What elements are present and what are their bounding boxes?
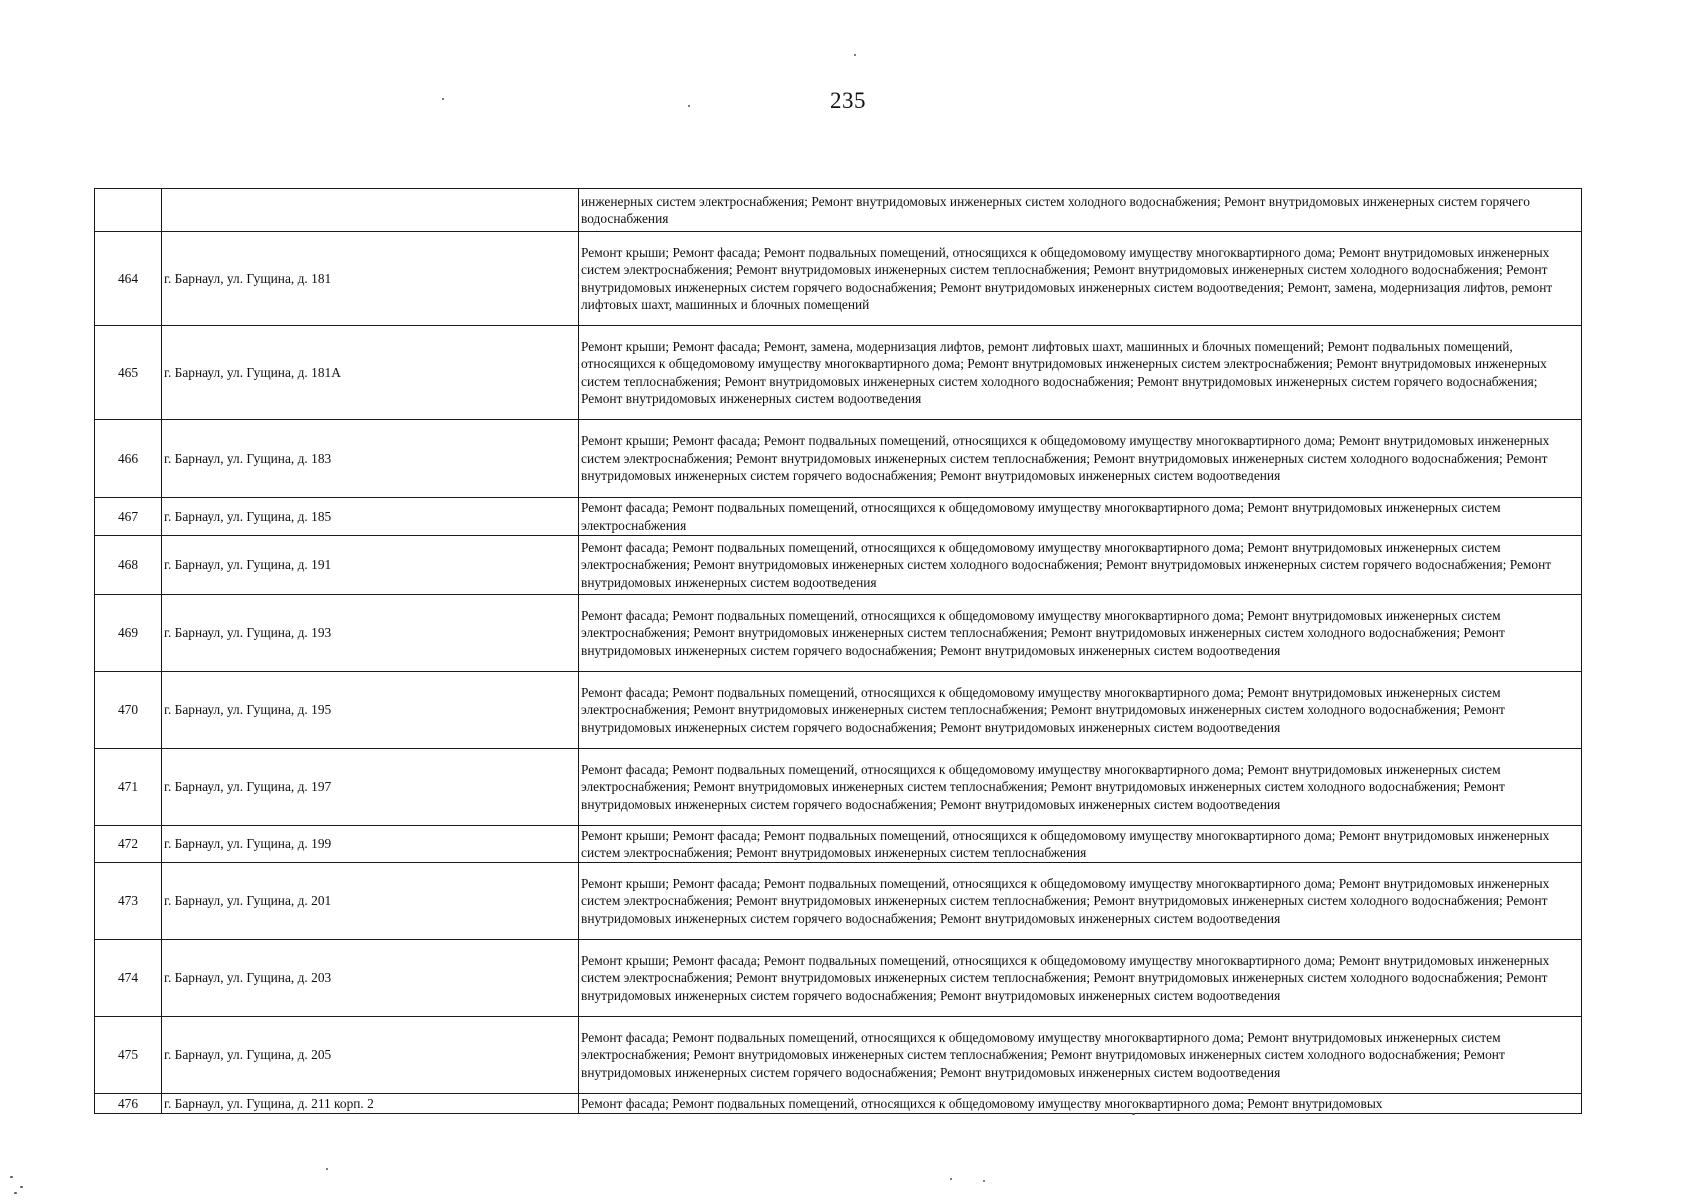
repair-works-cell: Ремонт фасада; Ремонт подвальных помещений, относящихся к общедомовому имуществу многоквартирного дома; Ремонт внутридомовых инженерных систем электроснабжения; Ремонт внутридомовых инженерных систем теплоснабжения; Ремонт внутридомовых инженерных систем холодного водоснабжения; Ремонт внутридомовых инженерных систем горячего водоснабжения; Ремонт внутридомовых инженерных систем водоотведения [579, 595, 1582, 672]
row-number-cell: 472 [95, 826, 162, 863]
scan-speck [442, 98, 444, 100]
address-cell: г. Барнаул, ул. Гущина, д. 205 [162, 1017, 579, 1094]
scan-speck [688, 105, 690, 107]
repair-works-cell: Ремонт фасада; Ремонт подвальных помещений, относящихся к общедомовому имуществу многоквартирного дома; Ремонт внутридомовых [579, 1094, 1582, 1114]
table-row [95, 420, 1582, 498]
scan-speck [1132, 1113, 1135, 1115]
address-cell [162, 189, 579, 232]
page-number: 235 [830, 88, 866, 113]
table-row [95, 940, 1582, 1017]
address-cell: г. Барнаул, ул. Гущина, д. 183 [162, 420, 579, 498]
address-cell: г. Барнаул, ул. Гущина, д. 193 [162, 595, 579, 672]
table-row [95, 826, 1582, 863]
repair-works-cell: Ремонт фасада; Ремонт подвальных помещений, относящихся к общедомовому имуществу многоквартирного дома; Ремонт внутридомовых инженерных систем электроснабжения [579, 498, 1582, 536]
repair-works-cell: Ремонт крыши; Ремонт фасада; Ремонт подвальных помещений, относящихся к общедомовому имуществу многоквартирного дома; Ремонт внутридомовых инженерных систем электроснабжения; Ремонт внутридомовых инженерных систем теплоснабжения; Ремонт внутридомовых инженерных систем холодного водоснабжения; Ремонт внутридомовых инженерных систем горячего водоснабжения; Ремонт внутридомовых инженерных систем водоотведения; Ремонт, замена, модернизация лифтов, ремонт лифтовых шахт, машинных и блочных помещений [579, 232, 1582, 326]
repair-works-cell: Ремонт крыши; Ремонт фасада; Ремонт, замена, модернизация лифтов, ремонт лифтовых шахт, машинных и блочных помещений; Ремонт подвальных помещений, относящихся к общедомовому имуществу многоквартирного дома; Ремонт внутридомовых инженерных систем электроснабжения; Ремонт внутридомовых инженерных систем теплоснабжения; Ремонт внутридомовых инженерных систем холодного водоснабжения; Ремонт внутридомовых инженерных систем горячего водоснабжения; Ремонт внутридомовых инженерных систем водоотведения [579, 326, 1582, 420]
repair-works-cell: Ремонт крыши; Ремонт фасада; Ремонт подвальных помещений, относящихся к общедомовому имуществу многоквартирного дома; Ремонт внутридомовых инженерных систем электроснабжения; Ремонт внутридомовых инженерных систем теплоснабжения; Ремонт внутридомовых инженерных систем холодного водоснабжения; Ремонт внутридомовых инженерных систем горячего водоснабжения; Ремонт внутридомовых инженерных систем водоотведения [579, 940, 1582, 1017]
row-number-cell: 467 [95, 498, 162, 536]
repair-works-cell: Ремонт фасада; Ремонт подвальных помещений, относящихся к общедомовому имуществу многоквартирного дома; Ремонт внутридомовых инженерных систем электроснабжения; Ремонт внутридомовых инженерных систем теплоснабжения; Ремонт внутридомовых инженерных систем холодного водоснабжения; Ремонт внутридомовых инженерных систем горячего водоснабжения; Ремонт внутридомовых инженерных систем водоотведения [579, 672, 1582, 749]
row-number-cell: 469 [95, 595, 162, 672]
table-row [95, 672, 1582, 749]
scan-speck [20, 1186, 23, 1188]
address-cell: г. Барнаул, ул. Гущина, д. 199 [162, 826, 579, 863]
repair-works-cell: Ремонт фасада; Ремонт подвальных помещений, относящихся к общедомовому имуществу многоквартирного дома; Ремонт внутридомовых инженерных систем электроснабжения; Ремонт внутридомовых инженерных систем теплоснабжения; Ремонт внутридомовых инженерных систем холодного водоснабжения; Ремонт внутридомовых инженерных систем горячего водоснабжения; Ремонт внутридомовых инженерных систем водоотведения [579, 749, 1582, 826]
scan-speck [326, 1168, 328, 1170]
address-cell: г. Барнаул, ул. Гущина, д. 211 корп. 2 [162, 1094, 579, 1114]
row-number-cell: 465 [95, 326, 162, 420]
address-cell: г. Барнаул, ул. Гущина, д. 181 [162, 232, 579, 326]
row-number-cell: 475 [95, 1017, 162, 1094]
scan-speck [14, 1192, 17, 1194]
table-row [95, 863, 1582, 940]
buildings-repair-table [94, 188, 1582, 1114]
address-cell: г. Барнаул, ул. Гущина, д. 195 [162, 672, 579, 749]
address-cell: г. Барнаул, ул. Гущина, д. 201 [162, 863, 579, 940]
table-row [95, 1094, 1582, 1114]
table-row [95, 536, 1582, 595]
address-cell: г. Барнаул, ул. Гущина, д. 181А [162, 326, 579, 420]
scan-speck [950, 1178, 952, 1180]
table-row [95, 232, 1582, 326]
row-number-cell: 464 [95, 232, 162, 326]
table-row [95, 498, 1582, 536]
row-number-cell: 476 [95, 1094, 162, 1114]
row-number-cell: 470 [95, 672, 162, 749]
repair-works-cell: Ремонт фасада; Ремонт подвальных помещений, относящихся к общедомовому имуществу многоквартирного дома; Ремонт внутридомовых инженерных систем электроснабжения; Ремонт внутридомовых инженерных систем теплоснабжения; Ремонт внутридомовых инженерных систем холодного водоснабжения; Ремонт внутридомовых инженерных систем горячего водоснабжения; Ремонт внутридомовых инженерных систем водоотведения [579, 1017, 1582, 1094]
table-row [95, 1017, 1582, 1094]
repair-works-cell: инженерных систем электроснабжения; Ремонт внутридомовых инженерных систем холодного водоснабжения; Ремонт внутридомовых инженерных систем горячего водоснабжения [579, 189, 1582, 232]
repair-works-cell: Ремонт крыши; Ремонт фасада; Ремонт подвальных помещений, относящихся к общедомовому имуществу многоквартирного дома; Ремонт внутридомовых инженерных систем электроснабжения; Ремонт внутридомовых инженерных систем теплоснабжения; Ремонт внутридомовых инженерных систем холодного водоснабжения; Ремонт внутридомовых инженерных систем горячего водоснабжения; Ремонт внутридомовых инженерных систем водоотведения [579, 420, 1582, 498]
row-number-cell: 466 [95, 420, 162, 498]
row-number-cell: 471 [95, 749, 162, 826]
row-number-cell [95, 189, 162, 232]
repair-works-cell: Ремонт крыши; Ремонт фасада; Ремонт подвальных помещений, относящихся к общедомовому имуществу многоквартирного дома; Ремонт внутридомовых инженерных систем электроснабжения; Ремонт внутридомовых инженерных систем теплоснабжения; Ремонт внутридомовых инженерных систем холодного водоснабжения; Ремонт внутридомовых инженерных систем горячего водоснабжения; Ремонт внутридомовых инженерных систем водоотведения [579, 863, 1582, 940]
row-number-cell: 473 [95, 863, 162, 940]
scan-speck [983, 1180, 985, 1182]
row-number-cell: 474 [95, 940, 162, 1017]
row-number-cell: 468 [95, 536, 162, 595]
table-row [95, 749, 1582, 826]
address-cell: г. Барнаул, ул. Гущина, д. 185 [162, 498, 579, 536]
repair-works-cell: Ремонт фасада; Ремонт подвальных помещений, относящихся к общедомовому имуществу многоквартирного дома; Ремонт внутридомовых инженерных систем электроснабжения; Ремонт внутридомовых инженерных систем холодного водоснабжения; Ремонт внутридомовых инженерных систем горячего водоснабжения; Ремонт внутридомовых инженерных систем водоотведения [579, 536, 1582, 595]
address-cell: г. Барнаул, ул. Гущина, д. 191 [162, 536, 579, 595]
table-body [95, 189, 1582, 1114]
address-cell: г. Барнаул, ул. Гущина, д. 203 [162, 940, 579, 1017]
repair-works-cell: Ремонт крыши; Ремонт фасада; Ремонт подвальных помещений, относящихся к общедомовому имуществу многоквартирного дома; Ремонт внутридомовых инженерных систем электроснабжения; Ремонт внутридомовых инженерных систем теплоснабжения [579, 826, 1582, 863]
address-cell: г. Барнаул, ул. Гущина, д. 197 [162, 749, 579, 826]
table-row [95, 189, 1582, 232]
table-row [95, 326, 1582, 420]
scan-speck [10, 1176, 13, 1178]
scan-speck [854, 54, 856, 56]
table-row [95, 595, 1582, 672]
